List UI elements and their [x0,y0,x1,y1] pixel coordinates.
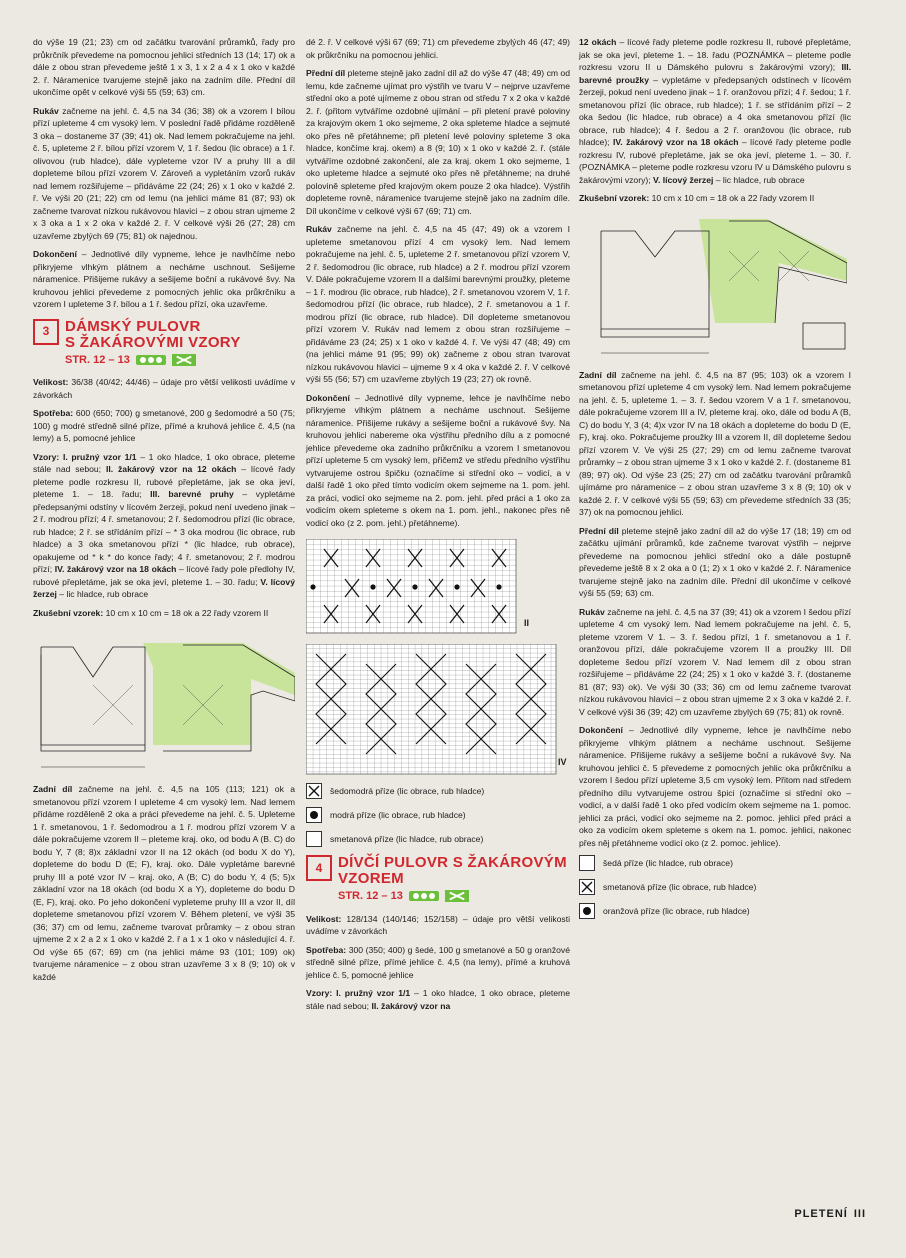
footer-bars: III [853,1208,866,1220]
grid-chart-2 [306,539,546,634]
column-3 [579,36,851,927]
legend-item-grey-blue [306,783,570,799]
section-header-4 [306,855,570,903]
cross-icon [579,879,595,895]
legend-item-cream [306,831,570,847]
chart-label-ii: II [524,618,530,628]
sweater-schematic-4 [579,211,851,361]
section-title-line2: VZOREM [338,870,404,887]
paragraph-velikost: Velikost: 128/134 (140/146; 152/158) – údaje pro větší velikosti uvádíme v závorkách [306,913,570,936]
paragraph-spotreba: Spotřeba: 600 (650; 700) g smetanové, 200 g šedomodré a 50 (75; 100) g modré středně silné příze, přímé a kruhová jehlice č. 4,5 (na lemy) a 5, pomocné jehlice [33,408,295,443]
paragraph-vzorek: Zkušební vzorek: 10 cm x 10 cm = 18 ok a 22 řady vzorem II [33,607,269,618]
paragraph-spotreba: Spotřeba: 300 (350; 400) g šedé, 100 g smetanové a 50 g oranžové středně silné příze, přímé jehlice č. 4,5 (na lemy), přímé a kruhová jehlice č. 5, pomocné jehlice [306,944,570,980]
difficulty-icon [409,891,439,901]
paragraph-zadni-dil: Zadní díl začneme na jehl. č. 4,5 na 105 (113; 121) ok a smetanovou přízí vzorem I upleteme 4 cm vysoký lem. Nad lemem přidáme rozděleně 2 oka a práci převedeme na jehl. č. 5. Upleteme 1 ř. smetanovou, 1 ř. šedomodrou a 1 ř. modrou přízí vzorem V a dále pokračujeme vzorem II – pleteme kraj. oko, od bodu A (B. C) do bodu Y, 7 (8; 8)x základní vzor II na 12 okách (od bodu X do Y), dopleteme do bodu D (E; F), kraj. oko. Dále vypletáme barevné pruhy III a poté vzor IV – kraj. oko, A (B; C) do bodu Y, 4 (5; 5)x základní vzor na 18 okách (od bodu X a Y), dopleteme do bodu D (E, F), kraj. oko. Po jeho dokončení vypleteme pruhy III a vzor II, díl dopleteme smetanovou přízí vzorem V. Během pletení, ve výši 35 (36; 37) cm od lemu, začneme tvarovat průramky – z obou stran ujmeme 2 x 2 a 2 x 1 oko v každé 2. ř a 1 x 1 oko v následující 4. ř. Od výše 65 (67; 69) cm (na jehlici máme 93 (101; 109) ok) tvarujeme náramenice – z obou stran uzavřeme 3 x 8 (9; 10) ok v každé [33,784,296,982]
legend-text: smetanová příze (lic obrace, rub hladce) [603,881,757,892]
legend-text: smetanová příze (lic hladce, rub obrace) [330,833,484,844]
footer-label: PLETENÍ [794,1208,848,1220]
dot-icon [306,807,322,823]
section-title-line2: S ŽAKÁROVÝMI VZORY [65,333,241,351]
sweater-pattern-overlay [699,219,847,323]
difficulty-icon [136,355,166,365]
section-number: 3 [33,319,59,345]
grid-chart-4 [306,644,568,776]
section-title: DÍVČÍ PULOVR S ŽAKÁROVÝM [338,854,567,871]
chart-label-iv: IV [558,756,567,767]
legend-text: šedomodrá příze (lic obrace, rub hladce) [330,785,485,796]
legend-text: šedá příze (lic hladce, rub obrace) [603,857,733,868]
pattern-chart-4 [306,644,570,780]
paragraph-vzory: Vzory: I. pružný vzor 1/1 – 1 oko hladce, 1 oko obrace, pleteme stále nad sebou; II. žakárový vzor na [306,988,570,1011]
paragraph: do výše 19 (21; 23) cm od začátku tvarování průramků, řady pro průkrčník převedeme na pomocnou jehlici středních 13 (14; 17) ok a dále z obou stran převedeme ještě 1 x 3, 1 x 2 a 4 x 1 oko v každé 2. ř. Náramenice tvarujeme stejně jako na zadním díle. Přední díl ukončíme opět v celkové výši 55 (59; 63) cm. [33,37,295,97]
paragraph-dokonceni: Dokončení – Jednotlivé díly vypneme, lehce je navlhčíme nebo přikryjeme vlhkým plátnem a necháme uschnout. Sešijeme náramenice. Přišijeme rukávy a sešijeme boční a rukávové švy. Na kruhovou jehlici převedeme z pomocných jehlic oka průkrčníku a vzorem I upleteme 3 ř. bílou a 1 ř. šedou přízí, oka uzavřeme. [33,249,295,309]
needles-icon [445,890,469,902]
section-pages: STR. 12 – 13 [65,353,130,366]
needles-icon [172,354,196,366]
section-title: DÁMSKÝ PULOVR [65,317,201,335]
paragraph-dokonceni: Dokončení – Jednotlivé díly vypneme, lehce je navlhčíme nebo přikryjeme vlhkým plátnem a necháme uschnout. Sešijeme náramenice. Přišijeme rukávy a sešijeme boční a rukávové švy. Na kruhovou jehlici č. 5 převedeme z pomocných jehlic oka průkrčníku a vzorem I šedou přízí upleteme 3,5 cm vysoký lem. Přitom nad středem předního dílu vytvarujeme ostrou špici (označíme si střední oko – vodicí, a v další řadě 1 oko před vodicím okem sejmeme na 1. pomoc. jehlici za práci, vodicí oko sejmeme na 2. pomoc. jehlici před práci a oko za vodicím okem spleteme s okem na 1. pomoc. jehlici, nakonec přes něj přetáhneme vodicí oko (z 2. pomoc. jehlice). [579,725,851,848]
paragraph-velikost: Velikost: 36/38 (40/42; 44/46) – údaje pro větší velikosti uvádíme v závorkách [33,377,295,400]
empty-square-icon [306,831,322,847]
paragraph-rukav: Rukáv začneme na jehl. č. 4,5 na 37 (39; 41) ok a vzorem I šedou přízí upleteme 4 cm vysoký lem. Nad lemem pokračujeme na jehl. č. 5, pleteme vzorem V 1. – 3. ř. šedou přízí, 1 ř. smetanovou a 1 ř. oranžovou přízí, dále pokračujeme vzorem II a proužky III. Díl dopleteme šedou přízí vzorem V. Nad lemem díl z obou stran rozšiřujeme – přidáváme 22 (24; 25) x 1 oko v každé 3. ř. (dostaneme 81 (87; 93) ok). Ve výši 30 (33; 36) cm od lemu začneme tvarovat nízkou rukávovou hlavici – z obou stran ujmeme 2 x 3 oka v každé 2. ř. V celkové výši 36 (39; 42) cm uzavřeme zbylých 69 (75; 81) ok rovně. [579,606,851,717]
paragraph-predni-dil: Přední díl pleteme stejně jako zadní díl až do výše 47 (48; 49) cm od lemu, kde začneme ujímat pro výstřih ve tvaru V – nejprve uzavřeme střední oko a poté ujímeme z obou stran od středu 7 x 2 oka v každé 2. ř. (přitom vytváříme ozdobné ujímání – při pletení pravé poloviny za krajovým okem 1 oko sejmeme, 2 oka spleteme hladce a sejmuté oko přes ně přetáhneme; při pletení levé poloviny spleteme 3 oka hladce, končíme kraj. okem) a 8 (9; 10) x 1 oko v každé 2. ř. (stále vytváříme ozdobné zakončení, ale za kraj. okem 1 oko sejmeme, 1 oko upleteme hladce a sejmuté oko přes ně přetáhneme; na druhé polovině spleteme před krajovým okem pouze 2 oka hladce). Výstřih dopleteme rovně, náramenice tvarujeme stejně jako na zadním díle. Díl ukončíme v celkové výši 67 (69; 71) cm. [306,68,570,216]
column-1 [33,36,295,989]
paragraph-dokonceni: Dokončení – Jednotlivé díly vypneme, lehce je navlhčíme nebo přikryjeme vlhkým plátnem a necháme uschnout. Sešijeme náramenice. Přišijeme rukávy a sešijeme boční a rukávové švy. Na kruhovou jehlici nabereme oka výstřihu předního dílu a z pomocné jehlice převedeme oka zadního průkrčníku a vzorem I smetanovou přízí upleteme 5 cm vysoký lem, přičemž ve středu předního výstřihu vytvarujeme ostrou špičku (označíme si střední oko – vodicí, a v další řadě 1 oko před tímto vodicím okem sejmeme na 1. pom. jehl. za práci, vodicí oko sejmeme na 2. pom. jehl. před práci a 1 oko za vodicím okem spleteme s okem na 1. pom. jehl., nakonec přes ně vodicí oko (z 2. pom. jehl.) přetáhneme). [306,392,570,528]
legend-text: modrá příze (lic obrace, rub hladce) [330,809,466,820]
paragraph-vzory: Vzory: I. pružný vzor 1/1 – 1 oko hladce, 1 oko obrace, pleteme stále nad sebou; II. žakárový vzor na 12 okách – lícové řady pleteme podle rozkresu II, rubové přepletáme, jak se oka jeví, pleteme 1. – 18. řadu; III. barevné pruhy – vypletáme předepsanými odstíny v lícovém žerzeji, pokud není uvedeno jinak – 2 ř. modrou přízí; 4 ř. smetanovou; 2 ř. šedomodrou přízí (lic obrace, rub hladce; 2 ř. se střídáním přízí – * 3 oka modrou (lic obrace, rub hladce) a 3 oka smetanovou přízí * (lic hladce, rub obrace), opakujeme od * k * do konce řady; 4 ř. smetanovou; 2 ř. modrou přízí; IV. žakárový vzor na 18 okách – lícové řady pole předlohy IV, rubové přepletáme, jak se oka jeví, pleteme 1. – 30. řadu; V. lícový žerzej – lic hladce, rub obrace [33,451,296,599]
paragraph-vzory-cont: 12 okách – lícové řady pleteme podle rozkresu II, rubové přepletáme, jak se oka jeví, pleteme 1. – 18. řadu (POZNÁMKA – pleteme podle rozkresu vzoru II u Dámského pulovru s žakárovými vzory); III. barevné proužky – vypletáme v předepsaných odstínech v lícovém žerzeji, pokud není uvedeno jinak – 1 ř. oranžovou přízí; 4 ř. šedou; 1 ř. smetanovou přízí (lic obrace, rub hladce); 1 ř. se střídáním přízí – 2 oka šedou (lic hladce, rub obrace) a 4 oka smetanovou přízí (lic obrace, rub hladce); 4 ř. šedou a 2 ř. oranžovou (lic obrace, rub hladce); IV. žakárový vzor na 18 okách – lícové řady pleteme podle rozkresu IV, rubové přepletáme, jak se oka jeví, pleteme 1. – 30. ř. (POZNÁMKA – pleteme podle rozkresu vzoru IV u Dámského pulovru s žakárovými vzory); V. lícový žerzej – lic hladce, rub obrace [579,37,851,185]
paragraph-rukav: Rukáv začneme na jehl. č. 4,5 na 34 (36; 38) ok a vzorem I bílou přízí upleteme 4 cm vysoký lem. V poslední řadě přidáme rozděleně 3 oka – dostaneme 37 (39; 41) ok. Nad lemem pokračujeme na jehl. č. 5, upleteme 2 ř. bílou přízí vzorem V, 1 ř. šedou (lic obrace) a 1 ř. olivovou (rub hladce), dále vypleteme vzor IV a pruhy III a dil dopleteme bílou přízí vzorem V. Zároveň a vypletáním vzorů rukáv nad lemem rozšiřujeme – přidáváme 22 (24; 26) x 1 oko v každé 2. ř. Ve výši 20 (21; 22) cm od lemu (na jehlici máme 81 (87; 93) ok začneme tvarovat nízkou rukávovou hlavici – z obou stran ujmeme 2 x 3 oka a 1 x 2 oka v každé 2. ř. V celkové výši 26 (27; 28) cm uzavřeme zbylých 69 (75; 81) ok najednou. [33,105,295,241]
section-number: 4 [306,855,332,881]
paragraph-rukav: Rukáv začneme na jehl. č. 4,5 na 45 (47; 49) ok a vzorem I upleteme smetanovou přízí 4 cm vysoký lem. Nad lemem pokračujeme na jehl. č. 5, upleteme 2 ř. smetanovou přízí vzorem V, 2 ř. šedomodrou (lic obrace, rub hladce) a 2 ř. modrou přízí vzorem V. Dále pokračujeme vzorem II a dalšími barevnými proužky, pleteme – 1 ř. modrou (lic obrace, rub hladce), 2 ř. smetanovou vzorem V, 1 ř. šedomodrou přízí (lic obrace, rub hladce), 2 ř. smetanovou a 1 ř. modrou přízí (lic obrace, rub hladce). Díl dopleteme smetanovou přízí vzorem V. Rukáv nad lemem z obou stran rozšiřujeme – přidáváme 23 (24; 25) x 1 oko v každé 4. ř. Ve výši 47 (48; 49) cm (na jehlici máme 91 (95; 99) ok) začneme z obou stran tvarovat nízkou rukávovou hlavici – ujmeme 9 x 4 oka v každé 2. ř. V celkové výši 55 (56; 57) cm uzavřeme zbylých 19 (23; 27) ok rovně. [306,224,570,384]
section-header-3 [33,319,295,367]
paragraph-zadni-dil: Zadní díl začneme na jehl. č. 4,5 na 87 (95; 103) ok a vzorem I smetanovou přízí upleteme 4 cm vysoký lem. Nad lemem pokračujeme na jehl. č. 5, upleteme 1. – 3. ř. šedou vzorem V a 1 ř. smetanovou, dále pokračujeme vzorem III a IV, pleteme kraj. oko, dále od bodu A (B, C) do bodu Y, 3 (4; 4)x vzor IV na 18 okách a dopleteme do bodu D (E, F), kraj. oko. Pokračujeme proužky III a vzorem II, díl dopleteme šedou přízí vzorem V. Ve výši 25 (27; 29) cm od lemu začneme tvarovat průramky – z obou stran ujmeme 3 x 1 oko v každé 2. ř. (dostaneme 81 (89; 97) ok). Od výše 23 (25; 27) cm od začátku tvarování průramků ujímáme pro náramenice – z obou stran uzavřeme 3 x 8 (9; 10) ok v každé 2. ř. V celkové výši 55 (59; 63) cm převedeme středních 33 (35; 37) ok na pomocnou jehlici. [579,369,851,517]
paragraph: dé 2. ř. V celkové výši 67 (69; 71) cm převedeme zbylých 46 (47; 49) ok průkrčníku na pomocnou jehlici. [306,37,570,60]
column-2 [306,36,570,1018]
empty-square-icon [579,855,595,871]
legend-item-blue [306,807,570,823]
paragraph-predni-dil: Přední díl pleteme stejně jako zadní díl až do výše 17 (18; 19) cm od začátku ujímání průramků, kde začneme tvarovat výstřih – nejprve převedeme na pomocnou jehlici střední oko a dále postupně převedeme ještě 8 x 2 oka a 0 (1; 2) x 1 oko v každé 2. ř. Náramenice tvarujeme stejně jako na zadním díle. Přední díl ukončíme v celkové výši 55 (59; 63) cm. [579,525,851,598]
pattern-chart-2 [306,539,570,638]
legend-item-grey [579,855,851,871]
cross-icon [306,783,322,799]
dot-icon [579,903,595,919]
legend-text: oranžová příze (lic obrace, rub hladce) [603,905,750,916]
legend-item-cream [579,879,851,895]
legend-item-orange [579,903,851,919]
sweater-schematic-3 [33,625,295,775]
page-footer [794,1208,866,1220]
paragraph-vzorek: Zkušební vzorek: 10 cm x 10 cm = 18 ok a 22 řady vzorem II [579,193,815,203]
section-pages: STR. 12 – 13 [338,890,403,902]
